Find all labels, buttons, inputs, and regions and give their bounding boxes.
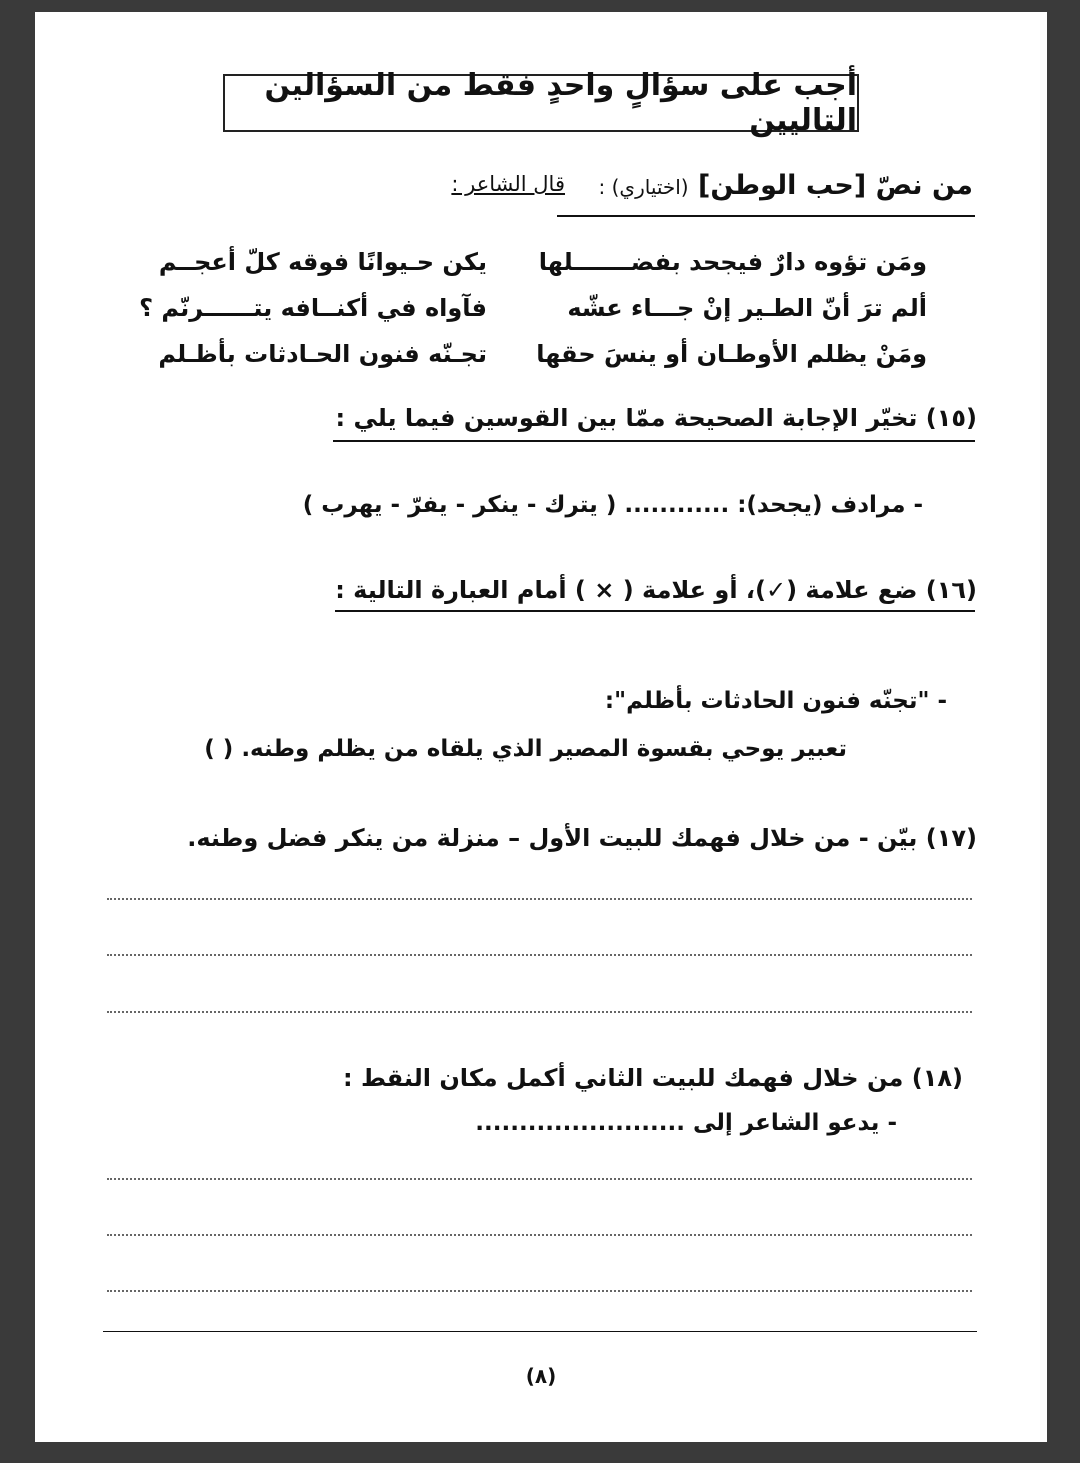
- verse-3-second-half: تجـنّه فنون الحـادثات بأظـلم: [158, 340, 487, 368]
- source-note: (اختياري) :: [598, 175, 689, 199]
- poet-label: قال الشاعر :: [451, 172, 565, 196]
- question-18-item: - يدعو الشاعر إلى ........................: [475, 1110, 897, 1136]
- verse-2-first-half: ألم ترَ أنّ الطـير إنْ جـــاء عشّه: [567, 294, 927, 322]
- question-16-underline: [335, 610, 975, 612]
- verse-1-first-half: ومَن تؤوه دارٌ فيجحد بفضـــــــلها: [538, 248, 927, 276]
- question-15-heading: (١٥) تخيّر الإجابة الصحيحة ممّا بين القوسين فيما يلي :: [335, 404, 977, 432]
- answer-line[interactable]: [107, 1290, 972, 1292]
- exam-page: [35, 12, 1047, 1442]
- answer-line[interactable]: [107, 898, 972, 900]
- question-18-heading: (١٨) من خلال فهمك للبيت الثاني أكمل مكان النقط :: [343, 1064, 963, 1092]
- question-16-heading: (١٦) ضع علامة (✓)، أو علامة ( × ) أمام العبارة التالية :: [335, 576, 977, 604]
- verse-1-second-half: يكن حـيوانًا فوقه كلّ أعجــم: [158, 248, 487, 276]
- footer-divider: [103, 1331, 977, 1332]
- answer-line[interactable]: [107, 954, 972, 956]
- answer-line[interactable]: [107, 1011, 972, 1013]
- question-15-underline: [333, 440, 975, 442]
- source-label: من نصّ [حب الوطن]: [698, 170, 973, 201]
- question-15-item: - مرادف (يجحد): ............ ( يترك - ينكر - يفرّ - يهرب ): [302, 492, 923, 518]
- question-16-statement: تعبير يوحي بقسوة المصير الذي يلقاه من يظلم وطنه. ( ): [204, 736, 847, 762]
- verse-3-first-half: ومَنْ يظلم الأوطـان أو ينسَ حقها: [536, 340, 927, 368]
- question-17-heading: (١٧) بيّن - من خلال فهمك للبيت الأول – منزلة من ينكر فضل وطنه.: [187, 824, 977, 852]
- verse-2-second-half: فآواه في أكنــافه يتــــــرنّم ؟: [139, 294, 487, 322]
- text-source: [599, 170, 973, 201]
- page-title: أجب على سؤالٍ واحدٍ فقط من السؤالين التاليين: [223, 74, 859, 132]
- answer-line[interactable]: [107, 1178, 972, 1180]
- page-number: (٨): [525, 1364, 557, 1388]
- question-16-quote: - "تجنّه فنون الحادثات بأظلم":: [604, 688, 947, 714]
- answer-line[interactable]: [107, 1234, 972, 1236]
- source-underline: [557, 215, 975, 217]
